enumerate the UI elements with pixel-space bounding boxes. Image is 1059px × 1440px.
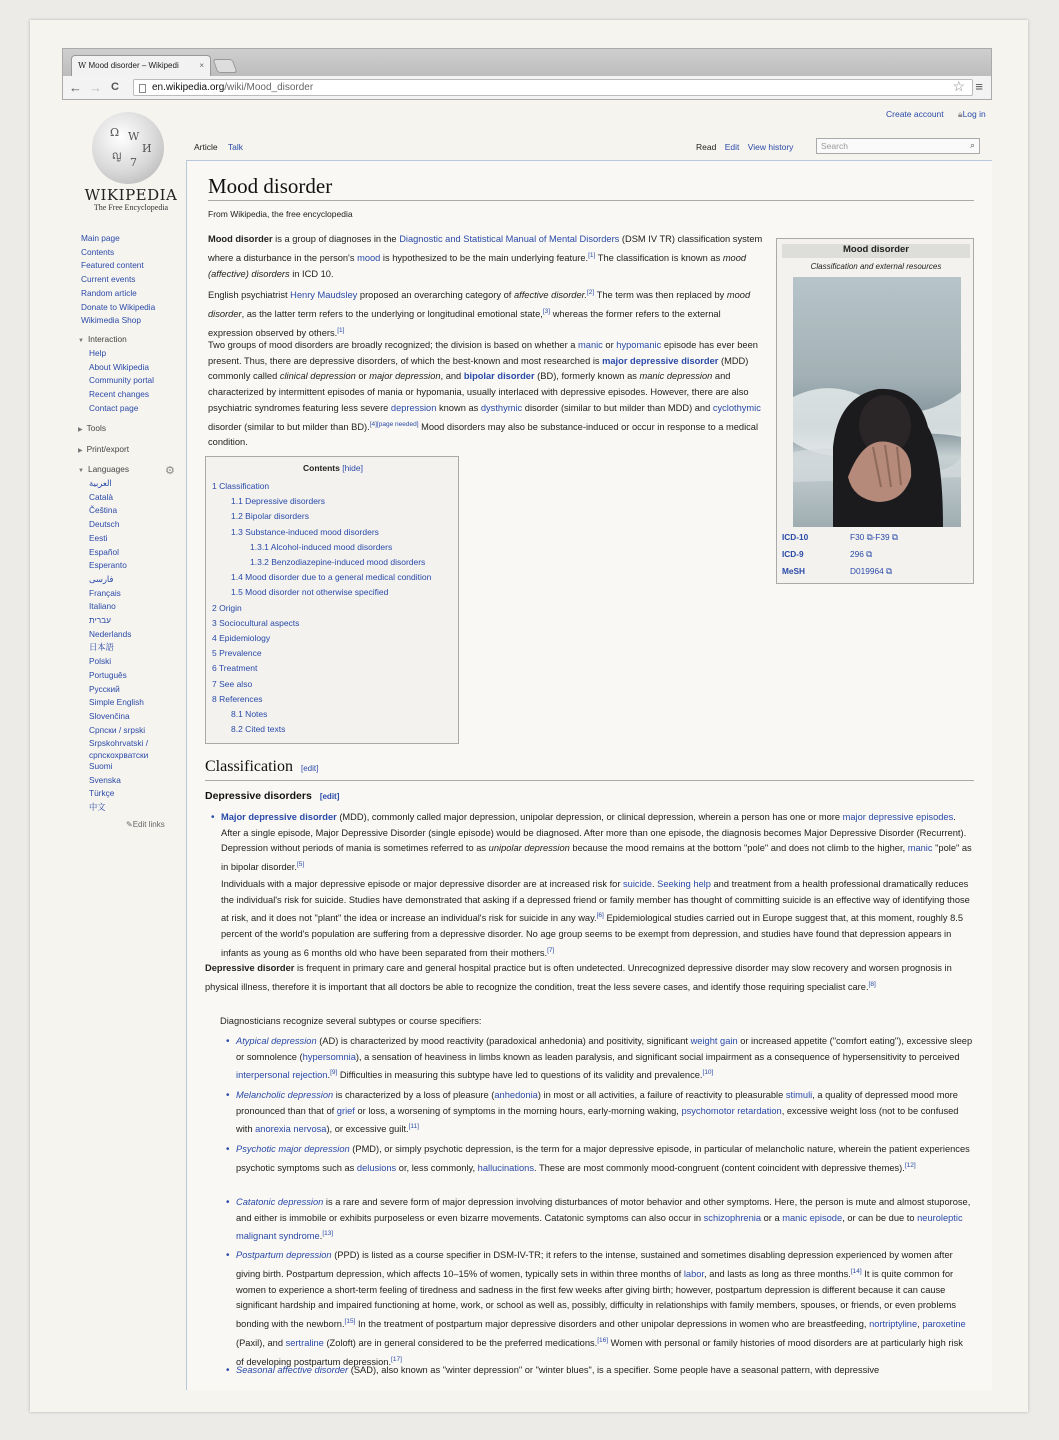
tab-article[interactable]: Article — [194, 142, 218, 152]
inline-link[interactable]: neuroleptic malignant syndrome — [236, 1212, 963, 1242]
expand-triangle-icon: ▼ — [78, 468, 84, 474]
citation-link[interactable]: [17] — [391, 1355, 402, 1363]
toc-item[interactable]: 3 Sociocultural aspects — [212, 617, 300, 628]
infobox-photo[interactable] — [793, 277, 961, 527]
text-run: (PMD), or simply psychotic depression, is the term for a major depressive episode, in particular of melancholic nature, wherein the patient experiences psychotic symptoms such as — [236, 1144, 970, 1173]
interaction-heading[interactable]: ▼ Interaction — [78, 334, 127, 344]
list-item-melancholic — [236, 1088, 973, 1138]
bookmark-star-icon[interactable]: ☆ — [952, 78, 965, 94]
url-input[interactable] — [133, 79, 973, 96]
language-link[interactable]: Català — [89, 491, 113, 502]
text-run: (DSM IV TR) classification system where a disturbance in the person's — [208, 234, 763, 263]
italic-term: mood (affective) disorders — [208, 252, 747, 279]
language-link[interactable]: Italiano — [89, 601, 116, 612]
toc-item[interactable]: 1.5 Mood disorder not otherwise specified — [231, 587, 389, 598]
nav-item-main-page[interactable]: Main page — [81, 233, 120, 243]
nav-item-about[interactable]: About Wikipedia — [89, 361, 149, 372]
language-link[interactable]: العربية — [89, 478, 112, 488]
text-run: Two groups of mood disorders are broadly recognized; the division is based on whether a — [208, 340, 579, 350]
address-bar-row — [62, 76, 992, 100]
text-run: (MDD) commonly called — [208, 355, 749, 382]
text-run: "pole" as in bipolar disorder. — [221, 843, 972, 873]
language-link[interactable]: Simple English — [89, 697, 144, 708]
reload-icon[interactable]: C — [111, 81, 119, 93]
language-link[interactable]: Српски / srpski — [89, 724, 146, 735]
language-link[interactable]: Français — [89, 587, 121, 598]
divider — [205, 780, 974, 781]
infobox-key[interactable]: ICD-10 — [782, 532, 809, 542]
tab-talk[interactable]: Talk — [227, 142, 243, 152]
citation-link[interactable]: [11] — [408, 1123, 419, 1131]
personal-tools — [880, 109, 986, 120]
inline-link[interactable]: manic — [578, 340, 603, 350]
text-run: is hypothesized to be the main underlying feature. — [380, 252, 589, 263]
language-link[interactable]: Svenska — [89, 774, 121, 785]
nav-item-contact[interactable]: Contact page — [89, 402, 139, 413]
section-heading-classification: Classification [edit] — [205, 758, 319, 775]
citation-link[interactable]: [8] — [868, 980, 876, 988]
text-run: . After a single episode, Major Depressive Disorder (single episode) would be diagnosed. After more than one episode, the diagnosis becomes Major Depressive Disorder (Recurrent). Depression without periods of mania is sometimes referred to as — [221, 812, 967, 854]
nav-item-random-article[interactable]: Random article — [81, 287, 137, 298]
citation-link[interactable]: [10] — [702, 1069, 714, 1077]
text-run: (AD) is characterized by mood reactivity (paradoxical anhedonia) and positivity, significant — [316, 1036, 691, 1046]
forward-arrow-icon[interactable]: → — [89, 80, 102, 95]
wikipedia-tagline: The Free Encyclopedia — [93, 203, 169, 212]
language-link[interactable]: Srpskohrvatski / — [89, 738, 149, 749]
inline-link[interactable]: grief — [336, 1105, 355, 1116]
text-run: or — [355, 371, 370, 382]
italic-term: major depression — [369, 371, 441, 382]
language-link[interactable]: Deutsch — [89, 519, 120, 530]
languages-heading[interactable]: ▼ Languages — [78, 464, 130, 474]
collapsed-triangle-icon: ▶ — [78, 448, 83, 454]
collapsed-triangle-icon: ▶ — [78, 427, 83, 433]
infobox-key[interactable]: ICD-9 — [782, 549, 804, 559]
toc-item[interactable]: 8 References — [212, 693, 263, 704]
text-run: ) in most or all activities, a failure of reactivity to pleasurable — [537, 1090, 786, 1100]
language-link[interactable]: српскохрватски — [89, 750, 149, 761]
toc-item[interactable]: 1.3.2 Benzodiazepine-induced mood disorders — [250, 557, 426, 568]
text-run: ), a sensation of heaviness in limbs known as leaden paralysis, and significant social impairment as a consequence of hypersensitivity to perceived — [355, 1051, 960, 1062]
italic-term: clinical depression — [279, 371, 356, 382]
inline-link[interactable]: hypersomnia — [302, 1051, 356, 1062]
edit-links[interactable]: ✎Edit links — [126, 820, 165, 829]
inline-link[interactable]: Diagnostic and Statistical Manual of Mental Disorders — [399, 234, 620, 244]
text-run: episode has ever been present. Thus, there are depressive disorders, of which the best-known and most researched is — [208, 340, 758, 366]
toc-hide-toggle[interactable]: [hide] — [342, 463, 363, 473]
tab-title: Mood disorder – Wikipedi — [88, 61, 179, 70]
edit-section-link[interactable]: [edit] — [319, 792, 340, 801]
main-nav — [81, 232, 155, 328]
inline-link[interactable]: Psychotic major depression — [236, 1144, 350, 1154]
browser-tab-strip — [62, 48, 992, 76]
list-item-psychotic — [236, 1142, 973, 1177]
edit-section-link[interactable]: [edit] — [300, 764, 319, 773]
citation-link[interactable]: [4][page needed] — [369, 420, 419, 428]
list-item-seasonal — [236, 1363, 973, 1379]
inline-link[interactable]: anhedonia — [494, 1090, 538, 1100]
tab-close-icon[interactable]: × — [199, 61, 204, 70]
site-sub: From Wikipedia, the free encyclopedia — [208, 209, 353, 219]
page-icon — [139, 84, 146, 93]
nav-item-shop[interactable]: Wikimedia Shop — [81, 315, 141, 326]
text-run: , and — [440, 371, 464, 382]
inline-link[interactable]: paroxetine — [922, 1319, 966, 1329]
wikipedia-wordmark: WIKIPEDIA — [84, 186, 178, 204]
nav-item-community-portal[interactable]: Community portal — [89, 375, 155, 386]
text-run: (MDD), commonly called major depression, unipolar depression, or clinical depression, wherein a person has one or more — [336, 812, 843, 822]
intro-paragraph-1 — [208, 232, 764, 282]
text-run: (Paxil), and — [236, 1337, 286, 1348]
text-run: and characterized by intermittent episodes of mania or hypomania, usually interlaced with depressive episodes. However, there are also psychiatric syndromes featuring less severe — [208, 371, 749, 413]
text-run: or loss, a worsening of symptoms in the morning hours, early-morning waking, — [354, 1105, 682, 1116]
print-export-heading[interactable]: ▶ Print/export — [78, 444, 130, 454]
inline-link[interactable]: delusions — [356, 1162, 397, 1173]
wikipedia-page — [62, 100, 992, 1390]
language-link[interactable]: Nederlands — [89, 628, 132, 639]
text-run: whereas the former refers to the external expression observed by others. — [208, 308, 721, 338]
toc-item[interactable]: 1.3.1 Alcohol-induced mood disorders — [250, 541, 393, 552]
inline-link[interactable]: manic — [907, 843, 933, 854]
inline-link[interactable]: labor — [683, 1268, 705, 1279]
text-run: (SAD), also known as "winter depression" or "winter blues", is a specifier. Some people have a seasonal pattern, with depressive — [348, 1365, 880, 1375]
inline-link[interactable]: Seasonal affective disorder — [236, 1365, 349, 1375]
text-run: or — [602, 340, 617, 350]
infobox-value[interactable]: D019964 ⧉ — [850, 566, 892, 576]
text-run: , — [917, 1319, 923, 1329]
toc-item[interactable]: 5 Prevalence — [212, 648, 262, 659]
text-run: disorder (similar to but milder than MDD) and — [522, 402, 713, 413]
search-placeholder: Search — [821, 141, 848, 151]
text-run: . — [327, 1070, 331, 1081]
inline-link[interactable]: mood — [357, 252, 381, 263]
list-item-catatonic — [236, 1195, 973, 1245]
text-run: , and lasts as long as three months. — [704, 1268, 851, 1279]
inline-link[interactable]: schizophrenia — [703, 1212, 762, 1223]
toc-item[interactable]: 1.1 Depressive disorders — [231, 496, 326, 507]
toc-item[interactable]: 1.4 Mood disorder due to a general medical condition — [231, 572, 432, 583]
italic-term: manic depression — [639, 371, 713, 382]
citation-link[interactable]: [1] — [337, 326, 345, 334]
tab-edit[interactable]: Edit — [724, 142, 740, 152]
citation-link[interactable]: [6] — [596, 912, 604, 920]
text-run: , excessive weight loss (not to be confused with — [236, 1105, 959, 1135]
italic-term: unipolar depression — [488, 843, 570, 854]
toc-item[interactable]: 6 Treatment — [212, 663, 258, 674]
text-run: or increased appetite ("comfort eating"), excessive sleep or somnolence ( — [236, 1036, 973, 1062]
infobox-key[interactable]: MeSH — [782, 566, 806, 576]
inline-link[interactable]: Major depressive disorder — [221, 812, 337, 822]
language-link[interactable]: Polski — [89, 656, 112, 667]
nav-item-featured-content[interactable]: Featured content — [81, 260, 144, 271]
gear-icon[interactable]: ⚙ — [165, 465, 175, 477]
inline-link[interactable]: anorexia nervosa — [255, 1124, 327, 1135]
inline-link[interactable]: suicide — [623, 879, 652, 889]
page-title: Mood disorder — [208, 174, 333, 198]
text-run: and treatment from a health professional dramatically reduces the individual's risk for suicide. Studies have demonstrated that asking if a depressed friend or family member has thought of committing suicide is an effective way of identifying those at risk, and it does not "plant" the idea or increase an individual's risk for suicide in any way. — [221, 879, 970, 924]
text-run: known as — [436, 402, 481, 413]
text-run: is characterized by a loss of pleasure ( — [333, 1090, 495, 1100]
toc-list — [212, 479, 431, 737]
log-in-link[interactable]: 🔒︎Log in — [958, 109, 986, 119]
search-input[interactable] — [816, 138, 980, 154]
subtypes-intro: Diagnosticians recognize several subtypes or course specifiers: — [220, 1016, 482, 1026]
create-account-link[interactable]: Create account — [886, 109, 944, 119]
intro-paragraph-3 — [208, 338, 764, 451]
citation-link[interactable]: [12] — [904, 1161, 916, 1169]
inline-link[interactable]: sertraline — [285, 1337, 324, 1348]
toc-item[interactable]: 1.3 Substance-induced mood disorders — [231, 526, 379, 537]
citation-link[interactable]: [1] — [588, 251, 596, 259]
back-arrow-icon[interactable]: ← — [69, 80, 82, 95]
depressive-disorder-paragraph — [205, 961, 973, 996]
text-run: The classification is known as — [595, 252, 723, 263]
inline-link[interactable]: dysthymic — [480, 402, 523, 413]
inline-link[interactable]: weight gain — [690, 1036, 738, 1046]
table-of-contents — [205, 456, 459, 744]
mdd-detail-paragraph — [221, 877, 973, 962]
citation-link[interactable]: [13] — [322, 1230, 334, 1238]
nav-item-contents[interactable]: Contents — [81, 246, 115, 257]
text-run: or a — [761, 1212, 783, 1223]
browser-menu-icon[interactable]: ≡ — [975, 79, 983, 94]
list-item-atypical — [236, 1034, 973, 1084]
citation-link[interactable]: [5] — [296, 861, 305, 869]
text-run: In the treatment of postpartum major depressive disorders and other unipolar depressions in women who are breastfeeding, — [355, 1319, 870, 1329]
text-run: Women with personal or family histories of mood disorders are at particularly high risk of developing postpartum depression. — [236, 1337, 963, 1367]
inline-link[interactable]: major depressive disorder — [602, 355, 719, 366]
text-run: English psychiatrist — [208, 290, 291, 301]
sidebar — [62, 100, 186, 1375]
intro-paragraph-2 — [208, 285, 764, 341]
tools-heading[interactable]: ▶ Tools — [78, 423, 106, 433]
language-link[interactable]: Türkçe — [89, 788, 115, 799]
tab-read[interactable]: Read — [696, 142, 717, 152]
text-run: ), or excessive guilt. — [326, 1124, 409, 1135]
text-run: or, less commonly, — [396, 1162, 478, 1173]
search-icon[interactable]: ⌕ — [969, 140, 975, 150]
text-run: Individuals with a major depressive episode or major depressive disorder are at increased risk for — [221, 879, 624, 889]
url-path: /wiki/Mood_disorder — [224, 82, 314, 93]
text-run: The term was then replaced by — [594, 290, 727, 301]
inline-link[interactable]: nortriptyline — [869, 1319, 918, 1329]
text-run: is a group of diagnoses in the — [272, 234, 400, 244]
language-link[interactable]: Eesti — [89, 532, 108, 543]
text-run: (Zoloft) are in general considered to be the preferred medications. — [323, 1337, 598, 1348]
inline-link[interactable]: bipolar disorder — [463, 371, 535, 382]
wikipedia-globe-logo[interactable]: Ω W И ญ 7 — [92, 112, 164, 184]
text-run: because the mood remains at the bottom "pole" and does not climb to the higher, — [569, 843, 908, 854]
infobox-value[interactable]: F30 ⧉-F39 ⧉ — [850, 532, 898, 542]
inline-link[interactable]: Seeking help — [657, 879, 711, 889]
inline-link[interactable]: cyclothymic — [712, 402, 761, 413]
nav-item-current-events[interactable]: Current events — [81, 274, 136, 285]
text-run: Epidemiological studies carried out in Europe suggest that, at this moment, roughly 8.5 percent of the world's population are suffering from a depressive disorder. No age group seems to be exempt from depression, and studies have found that depression appears in infants as young as 6 months old who have been separated from their mothers. — [221, 913, 964, 958]
citation-link[interactable]: [3] — [542, 307, 551, 315]
inline-link[interactable]: psychomotor retardation — [681, 1105, 782, 1116]
citation-link[interactable]: [16] — [597, 1336, 609, 1344]
inline-link[interactable]: Catatonic depression — [236, 1197, 324, 1207]
inline-link[interactable]: manic episode — [782, 1212, 843, 1223]
bold-term: Depressive disorder — [205, 963, 295, 973]
text-run: , as the latter term refers to the underlying or longitudinal emotional state, — [241, 308, 543, 319]
bold-term: Mood disorder — [208, 234, 273, 244]
text-run: Difficulties in measuring this subtype have led to questions of its validity and prevalence. — [337, 1070, 703, 1081]
infobox — [776, 238, 974, 584]
citation-link[interactable]: [7] — [547, 946, 555, 954]
pencil-icon: ✎ — [126, 820, 133, 829]
text-run: It is quite common for women to experience a short-term feeling of tiredness and sadness in the first few weeks after giving birth; however, postpartum depression is different because it can cause significant hardship and impaired functioning at home, work, or school as well as, possibly, difficulty in relationships with family members, spouses, or friends, or even problems bonding with the newborn. — [236, 1268, 956, 1329]
text-run: disorder (similar to but milder than BD). — [208, 421, 370, 432]
text-run: is a rare and severe form of major depression involving disturbances of motor behavior and other symptoms. Here, the person is mute and almost stuporose, and either is immobile or exhibits purposeless or even bizarre movements. Catatonic symptoms can also occur in — [236, 1197, 971, 1223]
italic-term: mood disorder — [208, 290, 751, 319]
infobox-subtitle: Classification and external resources — [810, 262, 942, 271]
nav-item-donate[interactable]: Donate to Wikipedia — [81, 301, 156, 312]
toc-item[interactable]: 1.2 Bipolar disorders — [231, 511, 309, 522]
citation-link[interactable]: [14] — [850, 1267, 862, 1275]
language-link[interactable]: Suomi — [89, 761, 113, 772]
toc-item[interactable]: 2 Origin — [212, 602, 242, 613]
tab-view-history[interactable]: View history — [747, 142, 794, 152]
language-link[interactable]: فارسی — [89, 573, 114, 584]
language-link[interactable]: Čeština — [89, 505, 118, 516]
toc-item[interactable]: 4 Epidemiology — [212, 633, 271, 644]
text-run: is frequent in primary care and general hospital practice but is often undetected. Unrecognized depressive disorder may slow recovery and worsen prognosis in physical illness, therefore it is important that all doctors be able to recognize the condition, treat the less severe cases, and identify those requiring specialist care. — [205, 963, 952, 992]
inline-link[interactable]: Henry Maudsley — [290, 290, 358, 301]
expand-triangle-icon: ▼ — [78, 338, 84, 344]
inline-link[interactable]: major depressive episodes — [842, 812, 954, 822]
language-link[interactable]: Português — [89, 669, 127, 680]
toc-title: Contents [hide] — [302, 463, 363, 473]
language-link[interactable]: 中文 — [89, 802, 106, 813]
language-link[interactable]: עברית — [89, 615, 111, 626]
text-run: Mood disorders may also be substance-induced or occur in response to a medical condition. — [208, 421, 759, 448]
nav-item-help[interactable]: Help — [89, 348, 107, 358]
toc-item[interactable]: 1 Classification — [212, 481, 270, 491]
text-run: . These are most commonly mood-congruent (content coincident with depressive themes). — [534, 1162, 905, 1173]
text-run: , or can be due to — [842, 1212, 918, 1223]
language-link[interactable]: Slovenčina — [89, 710, 130, 721]
languages-list — [89, 477, 148, 815]
text-run: in ICD 10. — [289, 268, 334, 279]
text-run: . — [651, 879, 658, 889]
subsection-heading-depressive-disorders: Depressive disorders [edit] — [205, 790, 340, 802]
browser-tab[interactable] — [71, 55, 211, 77]
text-run: . — [319, 1231, 323, 1242]
toc-item[interactable]: 8.2 Cited texts — [231, 724, 286, 735]
infobox-value[interactable]: 296 ⧉ — [850, 549, 873, 559]
namespace-tabs — [194, 142, 251, 152]
view-tabs — [696, 142, 799, 152]
interaction-nav — [89, 347, 154, 416]
text-run: (PPD) is listed as a course specifier in DSM-IV-TR; it refers to the intense, sustained and sometimes disabling depression experienced by women after giving birth. Postpartum depression, which affects 10–15% of women, typically sets in within three months of — [236, 1250, 953, 1279]
language-link[interactable]: 日本語 — [89, 642, 114, 653]
text-run: proposed an overarching category of — [357, 290, 514, 301]
language-link[interactable]: Español — [89, 546, 119, 557]
divider — [208, 200, 974, 201]
language-link[interactable]: Русский — [89, 683, 120, 694]
new-tab-button[interactable] — [212, 59, 237, 73]
citation-link[interactable]: [15] — [344, 1317, 356, 1325]
list-item-mdd — [221, 810, 973, 876]
inline-link[interactable]: Atypical depression — [236, 1036, 317, 1046]
wikipedia-favicon-icon: W — [78, 61, 87, 70]
citation-link[interactable]: [9] — [330, 1069, 338, 1077]
inline-link[interactable]: Melancholic depression — [236, 1090, 334, 1100]
text-run: , a quality of depressed mood more pronounced than that of — [236, 1090, 958, 1116]
toc-item[interactable]: 7 See also — [212, 678, 253, 689]
inline-link[interactable]: interpersonal rejection — [236, 1070, 328, 1081]
url-domain: en.wikipedia.org — [152, 82, 225, 93]
infobox-title: Mood disorder — [782, 244, 970, 258]
inline-link[interactable]: stimuli — [785, 1090, 813, 1100]
lock-icon: 🔒︎ — [958, 109, 963, 119]
italic-term: affective disorder. — [513, 290, 587, 301]
inline-link[interactable]: depression — [390, 402, 437, 413]
nav-item-recent-changes[interactable]: Recent changes — [89, 389, 149, 400]
inline-link[interactable]: hallucinations — [477, 1162, 534, 1173]
text-run: (BD), formerly known as — [534, 371, 640, 382]
list-item-postpartum — [236, 1248, 973, 1370]
citation-link[interactable]: [2] — [586, 289, 595, 296]
inline-link[interactable]: Postpartum depression — [236, 1250, 332, 1260]
inline-link[interactable]: hypomanic — [616, 340, 662, 350]
language-link[interactable]: Esperanto — [89, 560, 127, 571]
toc-item[interactable]: 8.1 Notes — [231, 709, 268, 720]
